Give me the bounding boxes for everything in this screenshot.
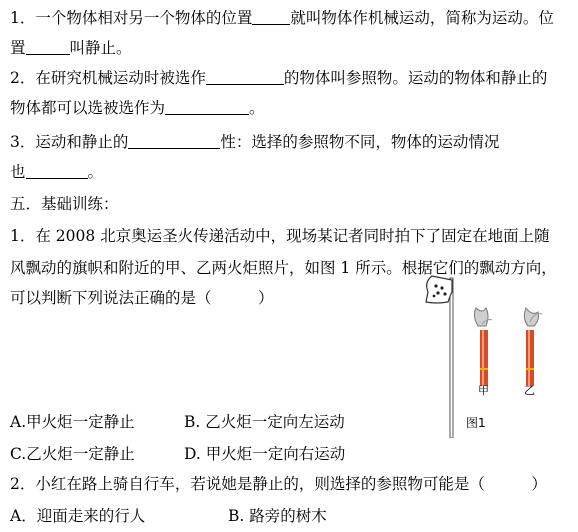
- item-1-text-b: 就叫物体作机械运动，简称为运动。位: [290, 9, 554, 27]
- option-2a: A．迎面走来的行人: [10, 507, 146, 525]
- item-1-text-a: 1．一个物体相对另一个物体的位置: [10, 9, 253, 27]
- flag-pole: [450, 278, 453, 438]
- item-2-line-2: [10, 98, 265, 118]
- item-3-line-2: [10, 162, 103, 182]
- blank-4: [165, 99, 249, 115]
- figure-1: [412, 268, 572, 438]
- item-2-text-b: 的物体叫参照物。运动的物体和静止的: [283, 69, 548, 87]
- item-2-text-d: 。: [249, 99, 265, 117]
- flag-icon: [426, 276, 452, 303]
- option-1c: C.乙火炬一定静止: [10, 445, 135, 463]
- option-1b: B. 乙火炬一定向左运动: [184, 413, 345, 431]
- option-1a: A.甲火炬一定静止: [10, 413, 135, 431]
- torch-jia-icon: [474, 308, 492, 386]
- blank-1: [252, 9, 290, 25]
- item-3-text-d: 。: [87, 163, 104, 181]
- option-2b: B. 路旁的树木: [228, 507, 327, 525]
- section-heading: 五．基础训练：: [10, 195, 119, 213]
- torch-yi-label: 乙: [524, 384, 535, 397]
- torch-yi-icon: [524, 308, 542, 386]
- item-2-line-1: [10, 68, 547, 88]
- figure-caption: 图1: [466, 416, 486, 430]
- torch-jia-label: 甲: [478, 384, 489, 397]
- blank-6: [26, 163, 88, 179]
- item-1-line-2: [10, 38, 132, 58]
- question-1-line-2: 风飘动的旗帜和附近的甲、乙两火炬照片，如图 1 所示。根据它们的飘动方向，: [10, 259, 557, 277]
- item-1-text-c: 置: [10, 39, 26, 57]
- blank-5: [128, 133, 220, 149]
- question-2-line: 2．小红在路上骑自行车，若说她是静止的，则选择的参照物可能是（ ）: [10, 475, 547, 493]
- option-1d: D. 甲火炬一定向右运动: [184, 445, 346, 463]
- item-2-text-a: 2．在研究机械运动时被选作: [10, 69, 206, 87]
- item-1-line-1: [10, 8, 554, 28]
- item-3-line-1: [10, 132, 499, 152]
- item-3-text-a: 3．运动和静止的: [10, 133, 129, 151]
- item-3-text-c: 也: [10, 163, 26, 181]
- item-1-text-d: 叫静止。: [69, 39, 132, 57]
- item-2-text-c: 物体都可以选被选作为: [10, 99, 166, 117]
- question-1-line-3: 可以判断下列说法正确的是（ ）: [10, 289, 274, 307]
- blank-2: [26, 39, 70, 55]
- question-1-line-1: 1．在 2008 北京奥运圣火传递活动中，现场某记者同时拍下了固定在地面上随: [10, 227, 550, 245]
- item-3-text-b: 性：选择的参照物不同，物体的运动情况: [220, 133, 500, 151]
- blank-3: [206, 69, 284, 85]
